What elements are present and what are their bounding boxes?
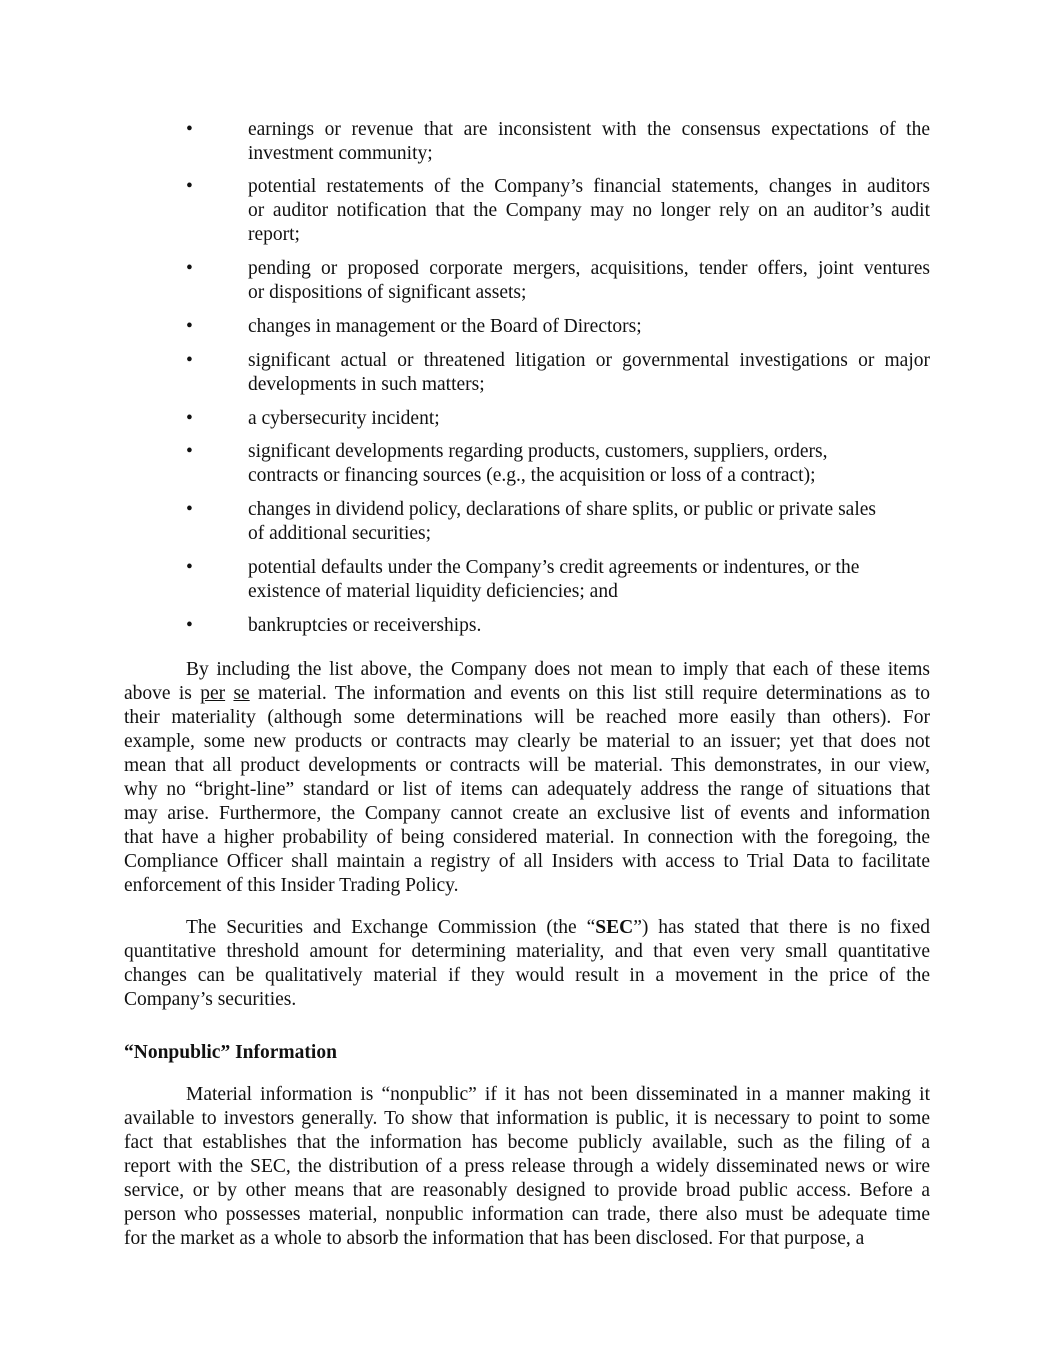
text-line: earnings or revenue that are inconsistent with the consensus expectations of the	[248, 119, 930, 140]
text-segment: example, some new products or contracts may clearly be material to an issuer; yet that does not	[124, 731, 930, 752]
text-segment: mean that all product developments or contracts will be material. This demonstrates, in our view,	[124, 755, 930, 776]
text-line: significant developments regarding products, customers, suppliers, orders,	[248, 441, 828, 462]
paragraph-materiality-list	[124, 658, 930, 898]
text-segment: Material information is “nonpublic” if it has not been disseminated in a manner making it	[186, 1084, 930, 1105]
text-line: a cybersecurity incident;	[248, 408, 440, 429]
text-line	[124, 778, 930, 802]
text-segment: for the market as a whole to absorb the information that has been disclosed. For that purpose, a	[124, 1228, 865, 1249]
text-line: changes in dividend policy, declarations of share splits, or public or private sales	[248, 499, 876, 520]
text-line	[124, 682, 930, 706]
text-line	[124, 706, 930, 730]
text-segment: quantitative threshold amount for determining materiality, and that even very small quantitative	[124, 941, 930, 962]
text-line: developments in such matters;	[248, 374, 485, 395]
bullet-text	[248, 614, 930, 638]
text-segment: available to investors generally. To show that information is public, it is necessary to point to some	[124, 1108, 930, 1129]
bullet-text	[248, 349, 930, 397]
bullet-icon: •	[186, 557, 193, 578]
text-segment: ”) has stated that there is no fixed	[633, 917, 930, 938]
bullet-icon: •	[186, 316, 193, 337]
text-segment: By including the list above, the Company does not mean to imply that each of these items	[186, 659, 930, 680]
text-line	[124, 1083, 930, 1107]
text-line	[124, 1107, 930, 1131]
section-heading-nonpublic: “Nonpublic” Information	[124, 1042, 337, 1063]
bullet-icon: •	[186, 119, 193, 140]
bullet-icon: •	[186, 499, 193, 520]
text-line	[124, 874, 930, 898]
bullet-icon: •	[186, 258, 193, 279]
text-segment: Company’s securities.	[124, 989, 297, 1010]
bullet-text	[248, 257, 930, 305]
bullet-text	[248, 407, 930, 431]
text-line: of additional securities;	[248, 523, 432, 544]
text-line	[124, 940, 930, 964]
text-segment: may arise. Furthermore, the Company cannot create an exclusive list of events and information	[124, 803, 930, 824]
text-line	[124, 826, 930, 850]
underlined-text: per	[200, 683, 226, 704]
bullet-icon: •	[186, 176, 193, 197]
text-line	[124, 730, 930, 754]
text-line	[124, 1131, 930, 1155]
underlined-text: se	[233, 683, 250, 704]
text-line: contracts or financing sources (e.g., the acquisition or loss of a contract);	[248, 465, 816, 486]
bullet-text	[248, 175, 930, 247]
text-line: pending or proposed corporate mergers, acquisitions, tender offers, joint ventures	[248, 258, 930, 279]
text-line: potential restatements of the Company’s financial statements, changes in auditors	[248, 176, 930, 197]
text-segment: why no “bright-line” standard or list of items can adequately address the range of situations that	[124, 779, 930, 800]
text-segment: person who possesses material, nonpublic information can trade, there also must be adequate time	[124, 1204, 930, 1225]
text-line: significant actual or threatened litigation or governmental investigations or major	[248, 350, 930, 371]
text-line	[124, 1179, 930, 1203]
text-line: investment community;	[248, 143, 433, 164]
text-line	[124, 1155, 930, 1179]
text-line	[124, 754, 930, 778]
text-line: potential defaults under the Company’s credit agreements or indentures, or the	[248, 557, 860, 578]
bullet-icon: •	[186, 350, 193, 371]
text-segment: changes can be qualitatively material if they would result in a movement in the price of the	[124, 965, 930, 986]
text-segment: Compliance Officer shall maintain a registry of all Insiders with access to Trial Data to facilitate	[124, 851, 930, 872]
text-line	[124, 850, 930, 874]
bullet-text	[248, 498, 930, 546]
paragraph-sec-threshold	[124, 916, 930, 1012]
text-segment: The Securities and Exchange Commission (the “	[186, 917, 596, 938]
text-segment: their materiality (although some determinations will be reached more easily than others). For	[124, 707, 930, 728]
text-segment: that have a higher probability of being considered material. In connection with the foregoing, the	[124, 827, 930, 848]
text-segment: report with the SEC, the distribution of a press release through a widely disseminated news or wire	[124, 1156, 930, 1177]
text-line	[124, 1227, 930, 1251]
text-line	[124, 1203, 930, 1227]
bullet-text	[248, 440, 930, 488]
text-segment: fact that establishes that the information has become publicly available, such as the filing of a	[124, 1132, 930, 1153]
text-line	[124, 964, 930, 988]
text-segment: material. The information and events on this list still require determinations as to	[249, 683, 930, 704]
text-segment: enforcement of this Insider Trading Policy.	[124, 875, 459, 896]
text-line	[124, 916, 930, 940]
text-line: bankruptcies or receiverships.	[248, 615, 482, 636]
text-line: or auditor notification that the Company may no longer rely on an auditor’s audit	[248, 200, 930, 221]
bullet-text	[248, 556, 930, 604]
bullet-text	[248, 315, 930, 339]
bullet-icon: •	[186, 441, 193, 462]
bullet-text	[248, 118, 930, 166]
text-line: or dispositions of significant assets;	[248, 282, 527, 303]
text-line	[124, 658, 930, 682]
text-line: report;	[248, 224, 300, 245]
text-line	[124, 802, 930, 826]
text-line: existence of material liquidity deficiencies; and	[248, 581, 618, 602]
text-line: changes in management or the Board of Directors;	[248, 316, 642, 337]
bullet-icon: •	[186, 408, 193, 429]
text-segment: service, or by other means that are reasonably designed to provide broad public access. Before a	[124, 1180, 930, 1201]
bullet-icon: •	[186, 615, 193, 636]
paragraph-nonpublic-definition	[124, 1083, 930, 1251]
text-line	[124, 988, 930, 1012]
text-segment: above is	[124, 683, 201, 704]
bold-term: SEC	[595, 917, 634, 938]
